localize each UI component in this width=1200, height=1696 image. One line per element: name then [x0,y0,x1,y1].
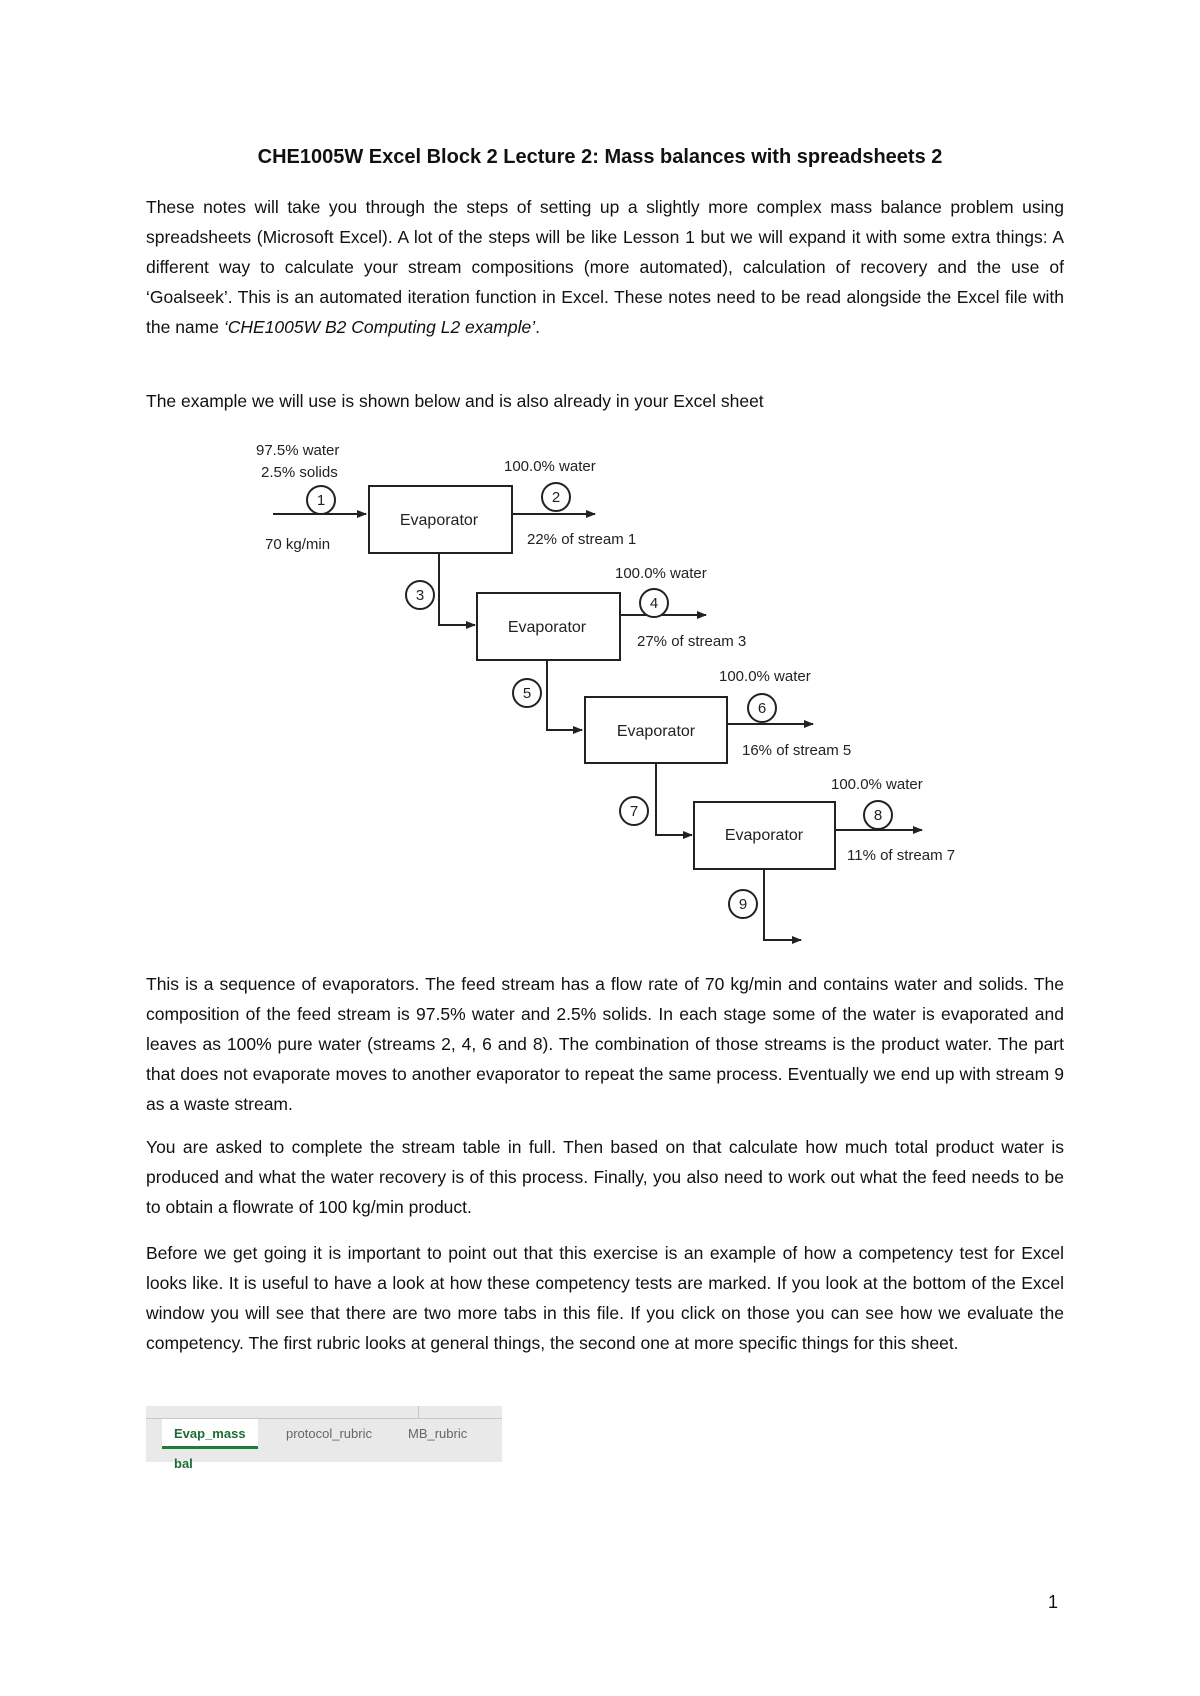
stream-2-composition: 100.0% water [504,458,596,475]
intro-end: . [535,317,540,337]
stream-2-fraction: 22% of stream 1 [527,531,637,548]
excel-filename: ‘CHE1005W B2 Computing L2 example’ [223,317,536,337]
stream-2-number: 2 [551,489,561,506]
tab-mb-rubric[interactable]: MB_rubric [408,1426,468,1441]
evaporator-3-label: Evaporator [616,723,696,740]
tab-evap-mass-bal[interactable]: Evap_mass bal [162,1419,258,1449]
stream-6-composition: 100.0% water [719,668,811,685]
process-description-paragraph: This is a sequence of evaporators. The feed stream has a flow rate of 70 kg/min and contains water and solids. The composition of the feed stream is 97.5% water and 2.5% solids. In each stage some of the water is evaporated and leaves as 100% pure water (streams 2, 4, 6 and 8). The combination of those streams is the product water. The part that does not evaporate moves to another evaporator to repeat the same process. Eventually we end up with stream 9 as a waste stream. [146,974,1064,1114]
stream-3-line [439,553,475,625]
intro-text: These notes will take you through the steps of setting up a slightly more complex mass balance problem using spreadsheets (Microsoft Excel). A lot of the steps will be like Lesson 1 but we will expand it with some extra things: A different way to calculate your stream compositions (more automated), calculation of recovery and the use of ‘Goalseek’. This is an automated iteration function in Excel. These notes need to be read alongside the Excel file with the name [146,197,1064,337]
page-title: CHE1005W Excel Block 2 Lecture 2: Mass balances with spreadsheets 2 [257,146,943,168]
stream-6-fraction: 16% of stream 5 [742,742,852,759]
feed-flowrate: 70 kg/min [265,536,331,553]
competency-paragraph: Before we get going it is important to point out that this exercise is an example of how a competency test for Excel looks like. It is useful to have a look at how these competency tests are marked. If you look at the bottom of the Excel window you will see that there are two more tabs in this file. If you click on those you can see how we evaluate the competency. The first rubric looks at general things, the second one at more specific things for this sheet. [146,1243,1064,1353]
stream-9-number: 9 [738,896,748,913]
stream-8-composition: 100.0% water [831,776,923,793]
example-intro-paragraph: The example we will use is shown below and is also already in your Excel sheet [146,391,764,411]
evaporator-1-label: Evaporator [399,512,479,529]
stream-8-number: 8 [873,807,883,824]
stream-5-line [547,654,582,730]
stream-7-number: 7 [629,803,639,820]
stream-4-fraction: 27% of stream 3 [637,633,747,650]
excel-sheet-tabs [146,1406,502,1471]
stream-5-number: 5 [522,685,532,702]
tabbar-separator [418,1406,419,1418]
evaporator-4-label: Evaporator [724,827,804,844]
stream-4-number: 4 [649,595,659,612]
stream-4-composition: 100.0% water [615,565,707,582]
stream-9-line [764,869,801,940]
stream-8-fraction: 11% of stream 7 [847,847,956,864]
feed-composition-solids: 2.5% solids [261,464,338,481]
feed-composition-water: 97.5% water [256,442,340,459]
page-number: 1 [1048,1592,1059,1612]
tab-protocol-rubric[interactable]: protocol_rubric [286,1426,372,1441]
stream-1-number: 1 [316,492,326,509]
task-paragraph: You are asked to complete the stream table in full. Then based on that calculate how much total product water is produced and what the water recovery is of this process. Finally, you also need to work out what the feed needs to be to obtain a flowrate of 100 kg/min product. [146,1137,1064,1217]
stream-7-line [656,763,692,835]
stream-6-number: 6 [757,700,767,717]
evaporator-2-label: Evaporator [507,619,587,636]
stream-3-number: 3 [415,587,425,604]
